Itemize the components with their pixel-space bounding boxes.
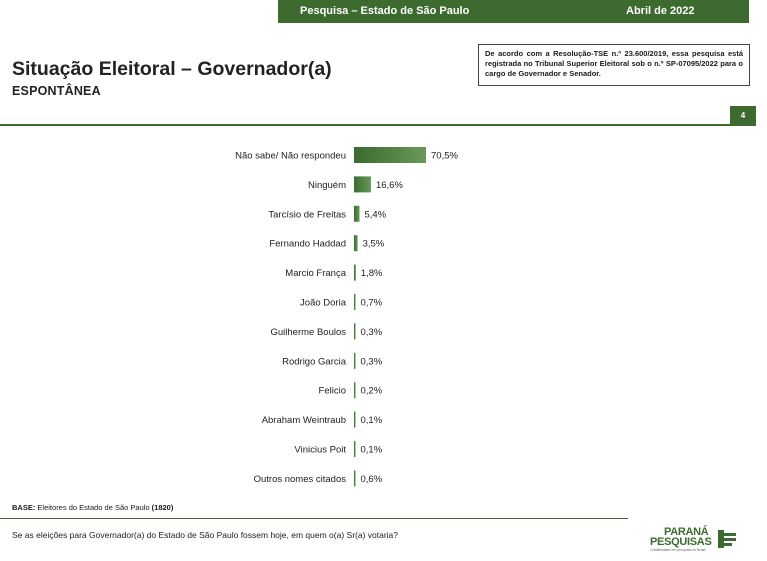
- header-bar: [278, 0, 749, 23]
- logo-line-1: PARANÁ: [664, 526, 709, 538]
- category-label: Ninguém: [307, 179, 346, 191]
- value-label: 3,5%: [362, 238, 385, 250]
- category-label: Marcio França: [285, 268, 346, 280]
- bar: [354, 235, 358, 251]
- value-label: 0,3%: [360, 326, 383, 338]
- category-label: Rodrigo Garcia: [282, 356, 346, 368]
- bar: [354, 382, 356, 398]
- category-label: Tarcísio de Freitas: [268, 209, 346, 221]
- survey-date: Abril de 2022: [626, 5, 695, 17]
- category-label: João Doria: [300, 297, 346, 309]
- bar: [354, 265, 356, 281]
- logo-line-2: PESQUISAS: [650, 536, 712, 548]
- category-label: Outros nomes citados: [253, 473, 346, 485]
- logo-tagline: Credibilidade em pesquisa no Brasil: [650, 548, 706, 552]
- bar: [354, 470, 356, 486]
- bar: [354, 412, 356, 428]
- parana-pesquisas-logo: [648, 524, 740, 554]
- value-label: 1,8%: [360, 268, 383, 280]
- category-label: Não sabe/ Não respondeu: [235, 150, 346, 162]
- value-label: 0,7%: [360, 297, 383, 309]
- bar: [354, 323, 356, 339]
- base-note: [12, 503, 173, 512]
- logo-stripes-icon: [718, 530, 736, 548]
- bar: [354, 176, 371, 192]
- category-label: Guilherme Boulos: [270, 326, 346, 338]
- bar-chart: [0, 130, 520, 500]
- value-label: 0,6%: [360, 473, 383, 485]
- page-subtitle: ESPONTÂNEA: [12, 84, 101, 98]
- survey-question: Se as eleições para Governador(a) do Estado de São Paulo fossem hoje, em quem o(a) Sr(a) votaria?: [12, 530, 399, 540]
- value-label: 70,5%: [431, 150, 458, 162]
- survey-title: Pesquisa – Estado de São Paulo: [300, 5, 470, 17]
- value-label: 16,6%: [375, 179, 403, 191]
- bar: [354, 441, 356, 457]
- category-label: Abraham Weintraub: [261, 415, 346, 427]
- category-label: Felicio: [318, 385, 346, 397]
- registration-notice: De acordo com a Resolução-TSE n.º 23.600/2019, essa pesquisa está registrada no Tribunal Superior Eleitoral sob o n.º SP-07095/2022 para o cargo de Governador e Senador.: [478, 44, 750, 86]
- page-title: Situação Eleitoral – Governador(a): [12, 58, 332, 80]
- base-label: BASE:: [12, 503, 36, 512]
- category-label: Vinicius Poit: [294, 444, 346, 456]
- value-label: 5,4%: [364, 209, 387, 221]
- bar: [354, 353, 356, 369]
- value-label: 0,1%: [360, 415, 383, 427]
- bar: [354, 294, 356, 310]
- bar: [354, 206, 360, 222]
- category-label: Fernando Haddad: [269, 238, 346, 250]
- value-label: 0,3%: [360, 356, 383, 368]
- value-label: 0,1%: [360, 444, 383, 456]
- value-label: 0,2%: [360, 385, 383, 397]
- header-divider: [0, 124, 756, 126]
- page-number: 4: [730, 106, 756, 125]
- bar: [354, 147, 426, 163]
- base-count: (1820): [151, 503, 174, 512]
- footer-divider: [0, 518, 628, 519]
- base-text: Eleitores do Estado de São Paulo: [35, 503, 152, 512]
